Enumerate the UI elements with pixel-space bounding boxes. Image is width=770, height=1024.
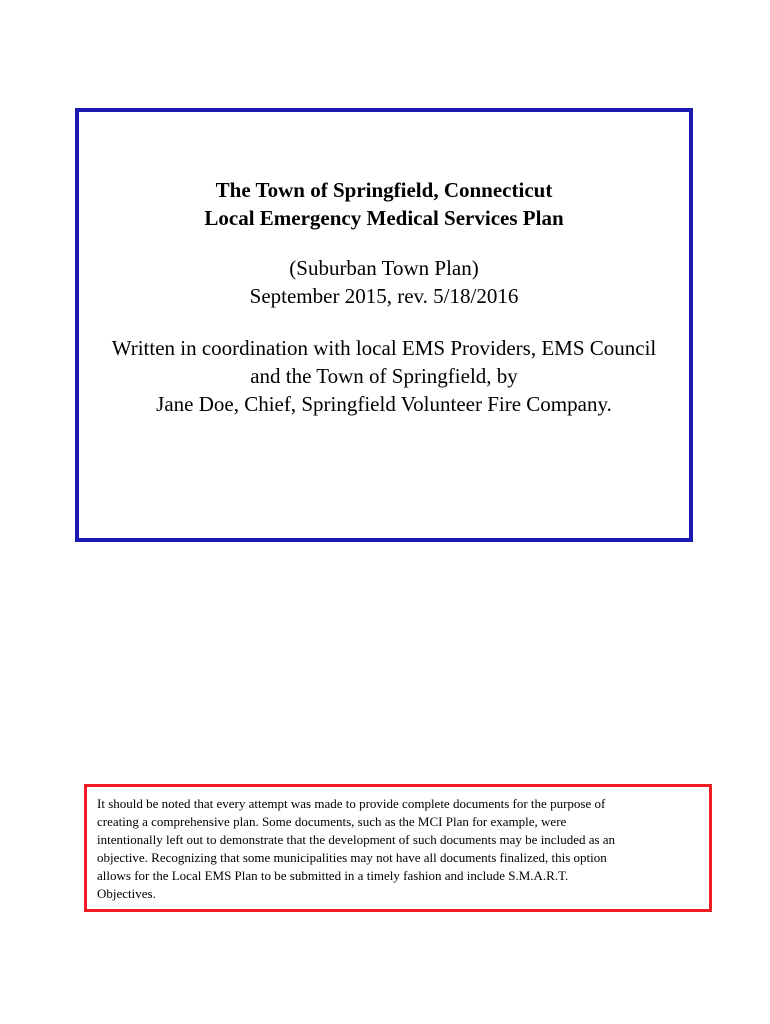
title-line-plan: Local Emergency Medical Services Plan — [204, 206, 564, 230]
authorship-line-1: Written in coordination with local EMS Providers, EMS Council — [111, 336, 657, 360]
title-line-town: The Town of Springfield, Connecticut — [215, 178, 553, 202]
disclaimer-note-line: It should be noted that every attempt was made to provide complete documents for the purpose of — [97, 796, 606, 811]
disclaimer-note-line: objective. Recognizing that some municipalities may not have all documents finalized, this option — [97, 850, 607, 865]
disclaimer-note-line: intentionally left out to demonstrate that the development of such documents may be included as an — [97, 832, 616, 847]
subtitle-plan-type: (Suburban Town Plan) — [289, 256, 479, 280]
disclaimer-note-line: allows for the Local EMS Plan to be submitted in a timely fashion and include S.M.A.R.T. — [97, 868, 569, 883]
disclaimer-note-box — [84, 784, 712, 912]
disclaimer-note-line: creating a comprehensive plan. Some documents, such as the MCI Plan for example, were — [97, 814, 567, 829]
cover-title — [79, 176, 689, 232]
cover-authorship — [79, 334, 689, 418]
authorship-line-2: and the Town of Springfield, by — [250, 364, 518, 388]
cover-subtitle — [79, 254, 689, 310]
cover-title-box — [75, 108, 693, 542]
subtitle-date: September 2015, rev. 5/18/2016 — [249, 284, 519, 308]
disclaimer-note-line: Objectives. — [97, 886, 156, 901]
authorship-line-3: Jane Doe, Chief, Springfield Volunteer Fire Company. — [156, 392, 612, 416]
